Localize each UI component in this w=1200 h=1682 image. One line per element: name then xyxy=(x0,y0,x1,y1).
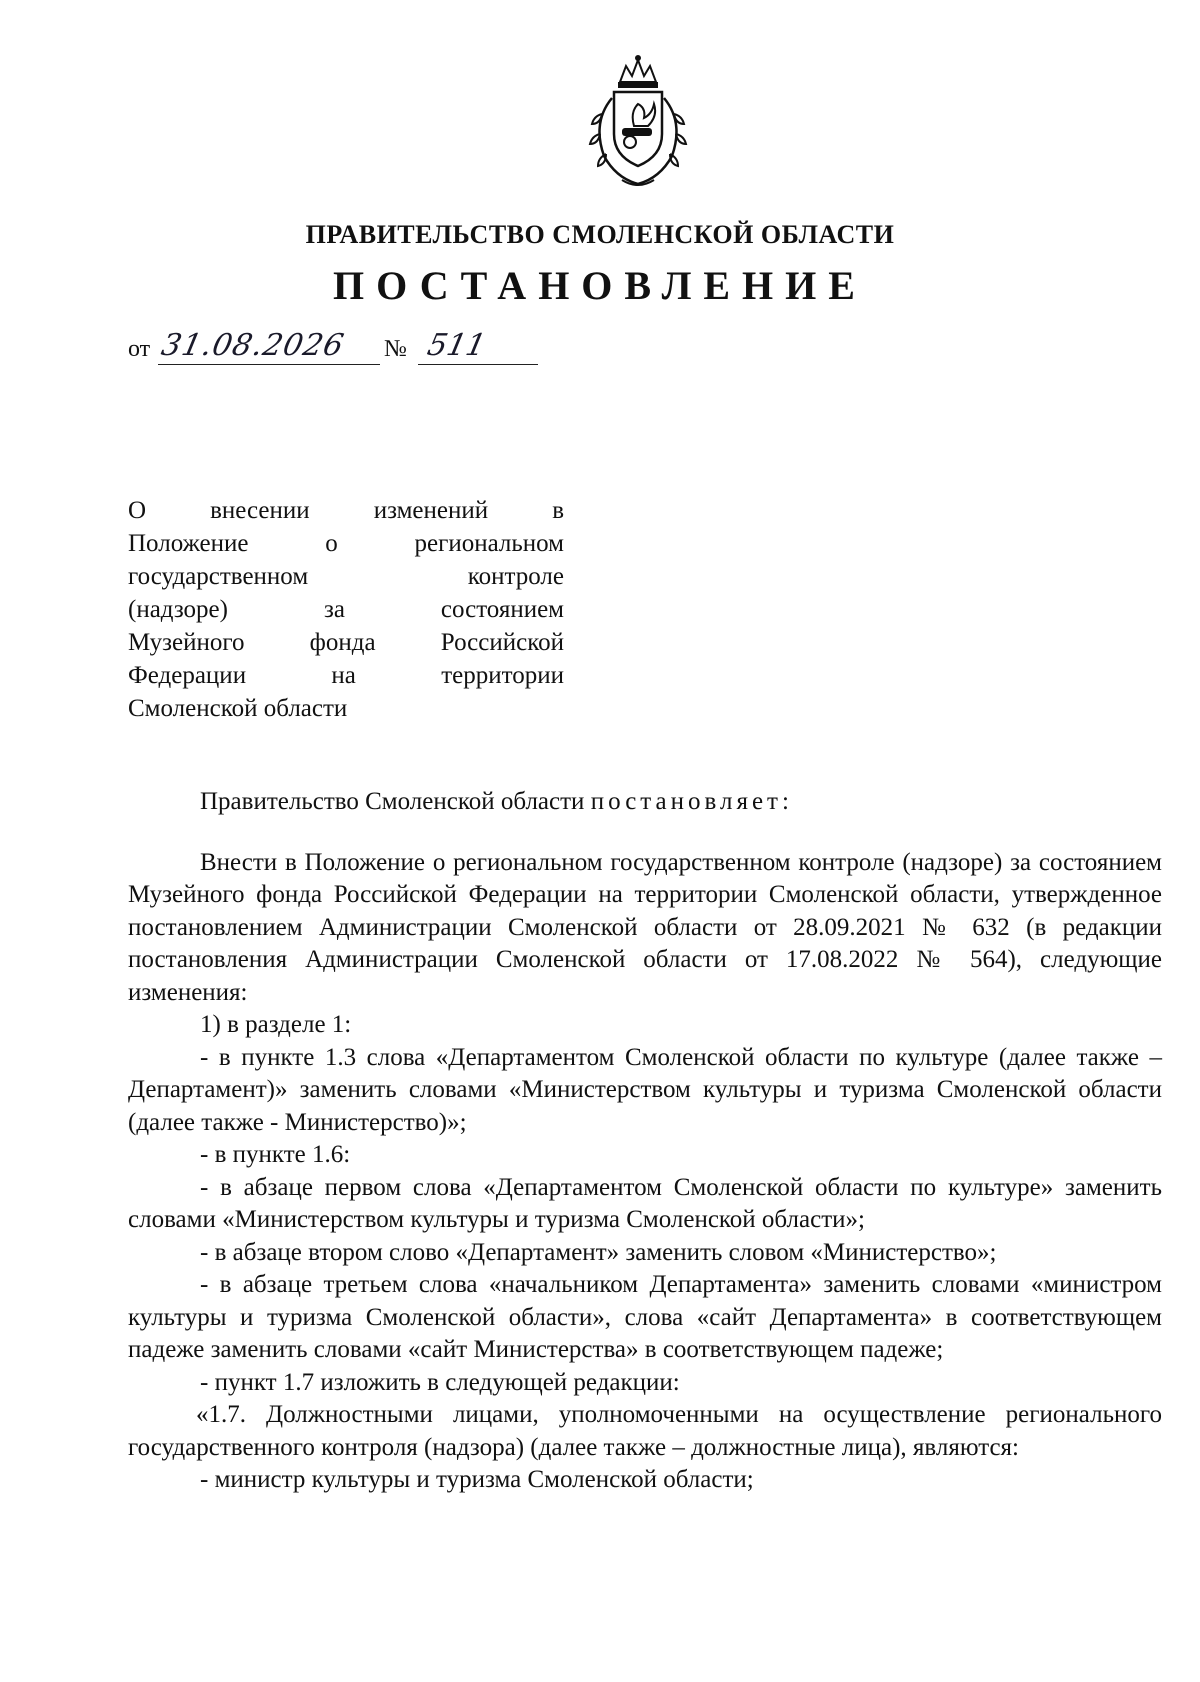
smolensk-coat-of-arms-icon xyxy=(578,52,698,192)
preamble xyxy=(128,786,1162,819)
body-paragraph: - в пункте 1.3 слова «Департаментом Смоленской области по культуре (далее также – Департамент)» заменить словами «Министерством культуры и туризма Смоленской области (далее также - Министерство)»; xyxy=(128,1043,1162,1136)
organization-name: ПРАВИТЕЛЬСТВО СМОЛЕНСКОЙ ОБЛАСТИ xyxy=(305,220,895,249)
body-paragraph: - министр культуры и туризма Смоленской области; xyxy=(200,1466,754,1493)
date-underline xyxy=(158,364,380,365)
subject-line: государственном контроле xyxy=(128,563,564,590)
subject-line: Музейного фонда Российской xyxy=(128,629,564,656)
number-label: № xyxy=(384,336,407,362)
number-underline xyxy=(418,364,538,365)
date-from-label: от xyxy=(128,336,151,362)
preamble-decree-word: постановляет: xyxy=(590,788,793,815)
preamble-text: Правительство Смоленской области xyxy=(200,788,591,815)
document-type-title: ПОСТАНОВЛЕНИЕ xyxy=(333,263,867,308)
body-paragraph: Внести в Положение о региональном государственном контроле (надзоре) за состоянием Музейного фонда Российской Федерации на территории Смоленской области, утвержденное постановлением Администрации Смоленской области от 28.09.2021 № 632 (в редакции постановления Администрации Смоленской области от 17.08.2022 № 564), следующие изменения: xyxy=(128,848,1162,1006)
handwritten-number: 511 xyxy=(424,328,489,363)
subject-line: (надзоре) за состоянием xyxy=(128,596,564,623)
subject-line: Смоленской области xyxy=(128,695,348,722)
body-paragraph: «1.7. Должностными лицами, уполномоченными на осуществление регионального государственного контроля (надзора) (далее также – должностные лица), являются: xyxy=(128,1401,1162,1461)
body-paragraph: - в пункте 1.6: xyxy=(200,1141,351,1168)
handwritten-date: 31.08.2026 xyxy=(158,328,348,363)
body-paragraph: - в абзаце первом слова «Департаментом Смоленской области по культуре» заменить словами «Министерством культуры и туризма Смоленской области»; xyxy=(128,1173,1162,1233)
body-paragraph: - в абзаце втором слово «Департамент» заменить словом «Министерство»; xyxy=(200,1238,997,1266)
date-number-line xyxy=(128,330,568,370)
subject-line: О внесении изменений в xyxy=(128,497,564,524)
document-subject xyxy=(128,494,564,725)
body-paragraph: 1) в разделе 1: xyxy=(200,1011,352,1038)
body-paragraph: - в абзаце третьем слова «начальником Департамента» заменить словами «министром культуры и туризма Смоленской области», слова «сайт Департамента» в соответствующем падеже заменить словами «сайт Министерства» в соответствующем падеже; xyxy=(128,1271,1162,1363)
document-body xyxy=(128,786,1162,1497)
subject-line: Федерации на территории xyxy=(128,662,564,689)
body-paragraph: - пункт 1.7 изложить в следующей редакции: xyxy=(200,1368,680,1396)
subject-line: Положение о региональном xyxy=(128,530,564,557)
